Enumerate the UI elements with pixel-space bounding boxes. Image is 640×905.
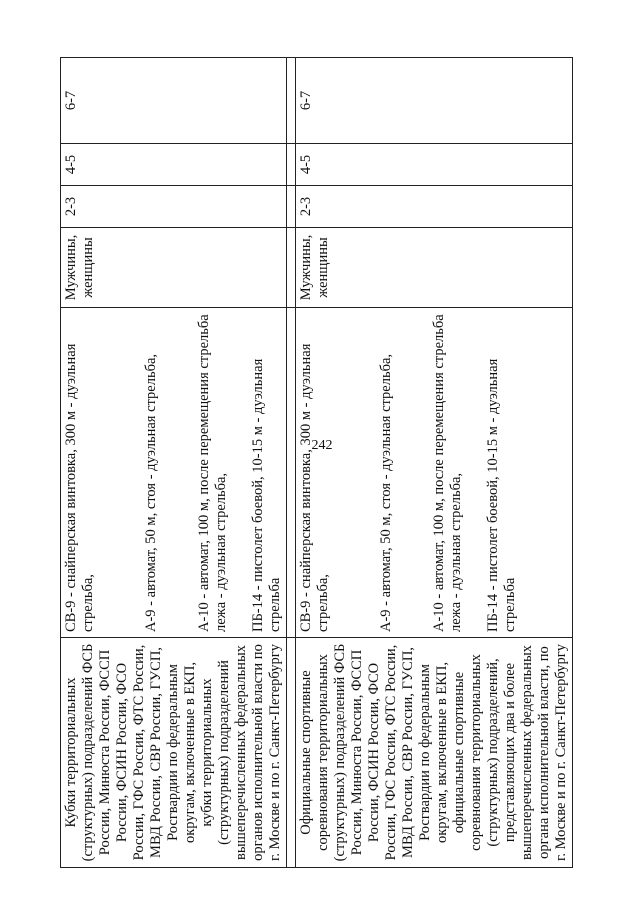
discipline-a10: А-10 - автомат, 100 м, после перемещения стрельба лежа - дуэльная стрельба, (431, 314, 464, 632)
competition-table (60, 57, 573, 868)
discipline-a10: А-10 - автомат, 100 м, после перемещения стрельба лежа - дуэльная стрельба, (196, 314, 229, 632)
divider-cell (287, 308, 296, 638)
divider-cell (287, 144, 296, 186)
divider-cell (287, 638, 296, 868)
divider-cell (287, 228, 296, 308)
table-divider-row (287, 58, 296, 868)
table-row (296, 58, 573, 868)
competition-name-cell: Кубки территориальных (структурных) подразделений ФСБ России, Минюста России, ФССП России, ФСИН России, ФСО России, ГФС России, ФТС России, МВД России, СВР России, ГУСП, Росгвардии по федеральным округам, включенные в ЕКП, кубки территориальных (структурных) подразделений вышеперечисленных федеральных органов исполнительной власти по г. Москве и по г. Санкт-Петербургу (61, 638, 287, 868)
gender-cell: Мужчины, женщины (61, 228, 287, 308)
gender-cell: Мужчины, женщины (296, 228, 573, 308)
discipline-a9: А-9 - автомат, 50 м, стоя - дуэльная стрельба, (378, 353, 394, 632)
disciplines-cell (61, 308, 287, 638)
value-cell-1: 2-3 (296, 186, 573, 228)
page-number: 242 (311, 438, 333, 453)
value-cell-3: 6-7 (61, 58, 287, 144)
value-cell-2: 4-5 (296, 144, 573, 186)
divider-cell (287, 186, 296, 228)
rotated-table-container (60, 58, 569, 868)
table-row (61, 58, 287, 868)
discipline-sv9: СВ-9 - снайперская винтовка, 300 м - дуэльная стрельба, (298, 343, 331, 632)
disciplines-cell (296, 308, 573, 638)
discipline-a9: А-9 - автомат, 50 м, стоя - дуэльная стрельба, (143, 353, 159, 632)
value-cell-3: 6-7 (296, 58, 573, 144)
competition-name-cell: Официальные спортивные соревнования территориальных (структурных) подразделений ФСБ России, Минюста России, ФССП России, ФСИН России, ФСО России, ГФС России, ФТС России, МВД России, СВР России, ГУСП, Росгвардии по федеральным округам, включенные в ЕКП, официальные спортивные соревнования территориальных (структурных) подразделений, представляющих два и более вышеперечисленных федеральных органа исполнительной власти, по г. Москве и по г. Санкт-Петербургу (296, 638, 573, 868)
discipline-pb14: ПБ-14 - пистолет боевой, 10-15 м - дуэльная стрельба (485, 358, 518, 632)
value-cell-2: 4-5 (61, 144, 287, 186)
divider-cell (287, 58, 296, 144)
value-cell-1: 2-3 (61, 186, 287, 228)
discipline-pb14: ПБ-14 - пистолет боевой, 10-15 м - дуэльная стрельба (250, 358, 283, 632)
discipline-sv9: СВ-9 - снайперская винтовка, 300 м - дуэльная стрельба, (63, 343, 96, 632)
